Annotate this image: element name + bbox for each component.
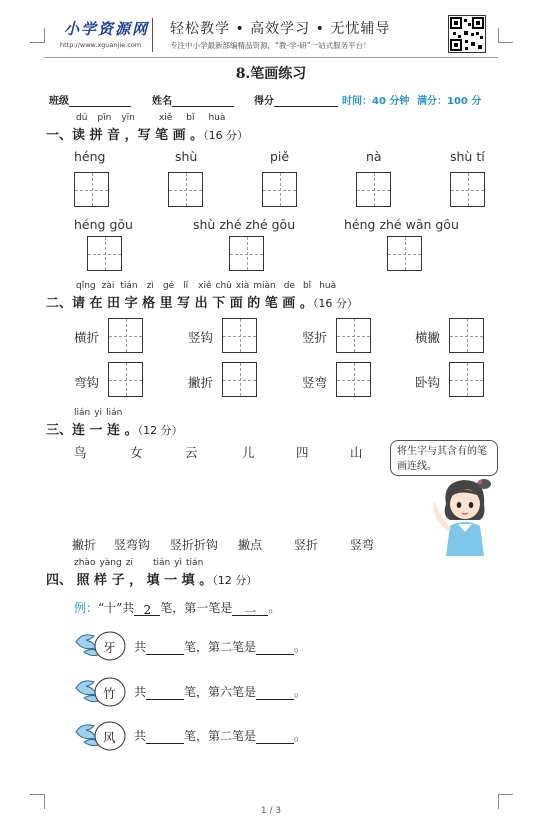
pinyin-prompt: héng gōu (74, 217, 133, 232)
example-count: 2 (134, 603, 160, 616)
score-label: 得分 (254, 96, 274, 107)
tian-grid[interactable] (336, 362, 371, 397)
score-blank[interactable] (274, 96, 338, 107)
tian-grid[interactable] (262, 172, 297, 207)
pinyin-prompt: shù zhé zhé gōu (193, 217, 296, 232)
pinyin-annotation: zhào yàng zi tián yì tián (74, 558, 204, 568)
fill-line: 共 笔，第二笔是 。 (134, 729, 307, 743)
tian-grid[interactable] (356, 172, 391, 207)
class-field[interactable] (49, 92, 131, 107)
pinyin-annotation: dú pīn yīn xiě bǐ huà (76, 113, 226, 123)
class-label: 班级 (49, 96, 69, 107)
match-stroke[interactable]: 竖折 (294, 538, 319, 552)
header-divider (152, 18, 153, 52)
fill-line: 共 笔，第二笔是 。 (134, 640, 307, 654)
hint-bubble: 将生字与其含有的笔画连线。 (390, 440, 498, 476)
tian-grid[interactable] (108, 318, 143, 353)
header-rule (44, 57, 498, 58)
section-4-title: 四、 照 样 子 ， 填 一 填 。（12 分） (46, 573, 258, 588)
stroke-blank[interactable] (256, 642, 294, 655)
tian-grid[interactable] (108, 362, 143, 397)
girl-illustration (428, 474, 500, 556)
tian-grid[interactable] (336, 318, 371, 353)
total-info: 满分：100 分 (417, 96, 482, 107)
crop-mark (30, 28, 45, 43)
header-subtitle: 专注中小学最新部编精品资源，“教-学-研”一站式服务平台！ (170, 41, 371, 50)
pinyin-prompt: héng (74, 149, 106, 164)
item-character: 牙 (103, 640, 116, 655)
pinyin-prompt: shù (175, 149, 198, 164)
tian-grid[interactable] (74, 172, 109, 207)
page-title: 8.笔画练习 (235, 66, 307, 82)
section-3-title: 三、连 一 连 。（12 分） (46, 423, 183, 438)
match-character[interactable]: 女 (130, 445, 143, 460)
pinyin-annotation: lián yi lián (74, 408, 123, 418)
item-character: 风 (103, 730, 116, 745)
qr-code-icon (448, 15, 486, 53)
tian-grid[interactable] (387, 236, 422, 271)
tian-grid[interactable] (222, 318, 257, 353)
match-character[interactable]: 云 (185, 445, 198, 460)
pinyin-prompt: piě (270, 149, 290, 164)
time-info: 时间：40 分钟 (342, 96, 410, 107)
class-blank[interactable] (69, 96, 131, 107)
section-2-title: 二、请 在 田 字 格 里 写 出 下 面 的 笔 画 。（16 分） (46, 296, 358, 311)
stroke-label: 竖弯 (302, 375, 328, 390)
crop-mark (498, 28, 513, 43)
match-character[interactable]: 儿 (242, 445, 255, 460)
section-1-title: 一、读 拼 音 ，写 笔 画 。（16 分） (46, 128, 249, 143)
score-field[interactable] (254, 92, 338, 107)
pinyin-prompt: shù tí (450, 149, 485, 164)
tian-grid[interactable] (87, 236, 122, 271)
match-stroke[interactable]: 竖弯 (350, 538, 375, 552)
count-blank[interactable] (146, 642, 184, 655)
match-stroke[interactable]: 竖弯钩 (114, 538, 151, 552)
match-stroke[interactable]: 撇点 (238, 538, 263, 552)
match-stroke[interactable]: 撇折 (72, 538, 97, 552)
stroke-label: 竖折 (302, 330, 328, 345)
site-url[interactable]: http://www.xguanjie.com (60, 41, 142, 49)
stroke-label: 横撇 (415, 330, 441, 345)
pinyin-prompt: héng zhé wān gōu (344, 217, 459, 232)
count-blank[interactable] (146, 731, 184, 744)
example-answer: 一 (232, 603, 268, 616)
count-blank[interactable] (146, 687, 184, 700)
page-number: 1 / 3 (260, 806, 282, 816)
example-label: 例： (74, 601, 99, 615)
stroke-label: 撇折 (188, 375, 214, 390)
header-slogan: 轻松教学 • 高效学习 • 无忧辅导 (170, 21, 391, 37)
item-character: 竹 (103, 686, 116, 701)
stroke-label: 竖钩 (188, 330, 214, 345)
match-character[interactable]: 四 (296, 445, 309, 460)
name-blank[interactable] (172, 96, 234, 107)
stroke-blank[interactable] (256, 687, 294, 700)
stroke-label: 卧钩 (415, 375, 441, 390)
stroke-label: 弯钩 (74, 375, 100, 390)
pinyin-prompt: nà (366, 149, 382, 164)
tian-grid[interactable] (449, 318, 484, 353)
tian-grid[interactable] (229, 236, 264, 271)
match-character[interactable]: 鸟 (74, 445, 87, 460)
match-character[interactable]: 山 (350, 445, 363, 460)
name-field[interactable] (152, 92, 234, 107)
fill-line: 共 笔，第六笔是 。 (134, 685, 307, 699)
tian-grid[interactable] (450, 172, 485, 207)
match-stroke[interactable]: 竖折折钩 (170, 538, 219, 552)
example-line: 例：“十”共 2 笔，第一笔是 一 。 (74, 601, 281, 619)
name-label: 姓名 (152, 96, 172, 107)
site-logo: 小学资源网 (64, 20, 150, 38)
pinyin-annotation: qǐng zài tián zì gé lǐ xiě chū xià miàn de bǐ huà (76, 281, 337, 291)
stroke-label: 横折 (74, 330, 100, 345)
tian-grid[interactable] (222, 362, 257, 397)
tian-grid[interactable] (168, 172, 203, 207)
stroke-blank[interactable] (256, 731, 294, 744)
tian-grid[interactable] (449, 362, 484, 397)
